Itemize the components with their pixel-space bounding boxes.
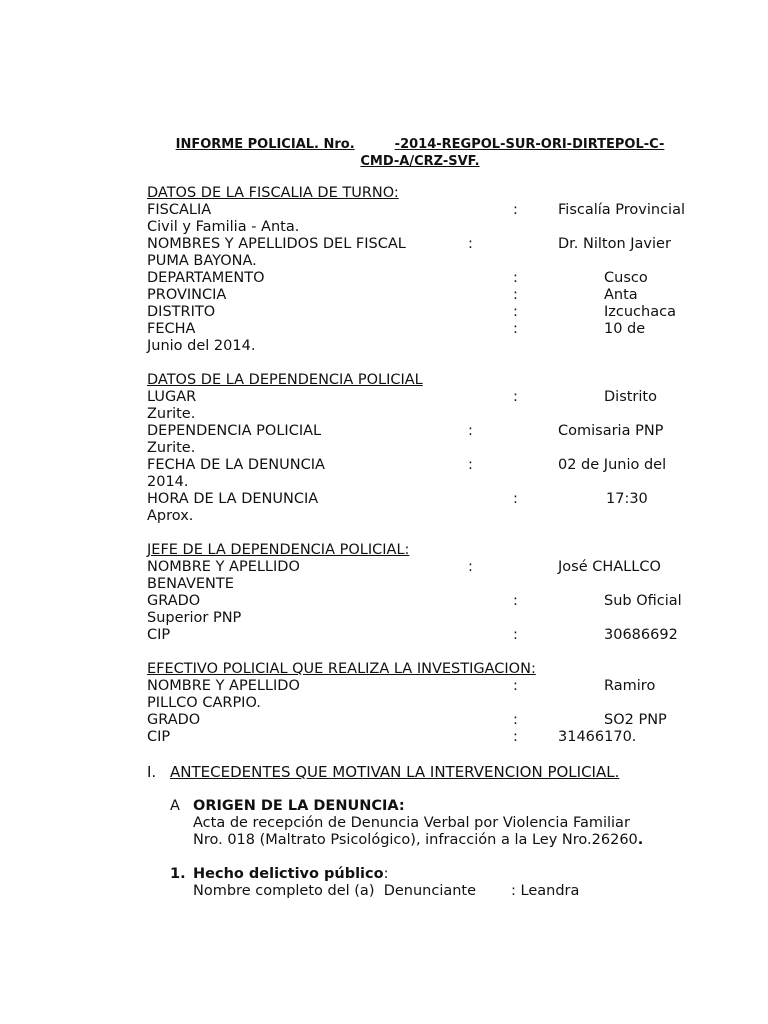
efectivo-nombre-cont: PILLCO CARPIO.: [147, 695, 261, 711]
subsection-a-heading: ORIGEN DE LA DENUNCIA:: [193, 798, 405, 814]
fiscalia-label: FISCALIA: [147, 202, 212, 218]
colon: :: [513, 491, 518, 507]
efectivo-grado-row: [147, 712, 707, 729]
dependencia-section: [147, 372, 707, 525]
denunciante-value: : Leandra: [511, 883, 580, 899]
colon: :: [468, 457, 473, 473]
fecha-row: [147, 321, 707, 338]
colon: :: [513, 304, 518, 320]
dependencia-label: DEPENDENCIA POLICIAL: [147, 423, 322, 439]
dependencia-row: [147, 423, 707, 440]
denunciante-row: [193, 883, 580, 900]
fiscalia-row: [147, 202, 707, 219]
colon: :: [468, 236, 473, 252]
subsection-a-line2-text: Nro. 018 (Maltrato Psicológico), infracción a la Ley Nro.26260: [193, 832, 638, 848]
fiscalia-value: Fiscalía Provincial: [558, 202, 685, 218]
fecha-cont: Junio del 2014.: [147, 338, 256, 354]
item-1-colon: :: [383, 866, 389, 882]
title-code: -2014-REGPOL-SUR-ORI-DIRTEPOL-C-: [394, 137, 665, 152]
efectivo-cip-row: [147, 729, 707, 746]
jefe-cip-label: CIP: [147, 627, 171, 643]
efectivo-grado-value: SO2 PNP: [604, 712, 667, 728]
colon: :: [513, 202, 518, 218]
efectivo-heading: EFECTIVO POLICIAL QUE REALIZA LA INVESTIGACION:: [147, 661, 536, 677]
lugar-row: [147, 389, 707, 406]
fecha-value: 10 de: [604, 321, 646, 337]
fecha-denuncia-cont: 2014.: [147, 474, 189, 490]
efectivo-nombre-row: [147, 678, 707, 695]
efectivo-nombre-label: NOMBRE Y APELLIDO: [147, 678, 300, 694]
jefe-grado-value: Sub Oficial: [604, 593, 682, 609]
item-1-heading-row: [193, 866, 388, 883]
distrito-value: Izcuchaca: [604, 304, 676, 320]
efectivo-grado-label: GRADO: [147, 712, 201, 728]
dependencia-cont: Zurite.: [147, 440, 196, 456]
lugar-value: Distrito: [604, 389, 657, 405]
hora-denuncia-value: 17:30: [606, 491, 648, 507]
subsection-a-line2-end: .: [637, 832, 644, 848]
colon: :: [513, 593, 518, 609]
hora-denuncia-row: [147, 491, 707, 508]
fiscal-cont: PUMA BAYONA.: [147, 253, 257, 269]
efectivo-cip-value: 31466170.: [558, 729, 637, 745]
hora-denuncia-cont: Aprox.: [147, 508, 194, 524]
distrito-label: DISTRITO: [147, 304, 216, 320]
colon: :: [513, 270, 518, 286]
colon: :: [468, 559, 473, 575]
efectivo-cip-label: CIP: [147, 729, 171, 745]
fiscalia-section: [147, 185, 707, 355]
fiscal-value: Dr. Nilton Javier: [558, 236, 671, 252]
jefe-cip-row: [147, 627, 707, 644]
efectivo-section: [147, 661, 707, 746]
jefe-nombre-value: José CHALLCO: [558, 559, 661, 575]
denunciante-label: Nombre completo del (a) Denunciante: [193, 883, 477, 899]
colon: :: [513, 729, 518, 745]
colon: :: [468, 423, 473, 439]
colon: :: [513, 712, 518, 728]
colon: :: [513, 389, 518, 405]
colon: :: [513, 287, 518, 303]
jefe-grado-label: GRADO: [147, 593, 201, 609]
fecha-denuncia-row: [147, 457, 707, 474]
departamento-row: [147, 270, 707, 287]
title-code-cont: CMD-A/CRZ-SVF.: [360, 154, 480, 169]
colon: :: [513, 627, 518, 643]
lugar-label: LUGAR: [147, 389, 197, 405]
section-i-number: I.: [147, 763, 157, 781]
departamento-value: Cusco: [604, 270, 648, 286]
item-1-heading: Hecho delictivo público: [193, 866, 384, 882]
section-i-heading: ANTECEDENTES QUE MOTIVAN LA INTERVENCION POLICIAL.: [170, 763, 620, 781]
efectivo-nombre-value: Ramiro: [604, 678, 656, 694]
hora-denuncia-label: HORA DE LA DENUNCIA: [147, 491, 319, 507]
jefe-heading: JEFE DE LA DEPENDENCIA POLICIAL:: [147, 542, 410, 558]
provincia-value: Anta: [604, 287, 638, 303]
subsection-a-letter: A: [170, 798, 180, 814]
fiscal-label: NOMBRES Y APELLIDOS DEL FISCAL: [147, 236, 406, 252]
lugar-cont: Zurite.: [147, 406, 196, 422]
dependencia-value: Comisaria PNP: [558, 423, 664, 439]
provincia-row: [147, 287, 707, 304]
dependencia-heading: DATOS DE LA DEPENDENCIA POLICIAL: [147, 372, 423, 388]
jefe-nombre-row: [147, 559, 707, 576]
fecha-label: FECHA: [147, 321, 196, 337]
jefe-nombre-label: NOMBRE Y APELLIDO: [147, 559, 300, 575]
title-number-label: INFORME POLICIAL. Nro.: [175, 137, 355, 152]
item-1-number: 1.: [170, 866, 186, 882]
fiscalia-heading: DATOS DE LA FISCALIA DE TURNO:: [147, 185, 399, 201]
jefe-nombre-cont: BENAVENTE: [147, 576, 234, 592]
jefe-section: [147, 542, 707, 644]
jefe-cip-value: 30686692: [604, 627, 678, 643]
report-title: [140, 136, 700, 170]
jefe-grado-cont: Superior PNP: [147, 610, 242, 626]
subsection-a-line1: Acta de recepción de Denuncia Verbal por Violencia Familiar: [193, 815, 630, 831]
fecha-denuncia-label: FECHA DE LA DENUNCIA: [147, 457, 325, 473]
fiscalia-cont: Civil y Familia - Anta.: [147, 219, 300, 235]
fiscal-row: [147, 236, 707, 253]
departamento-label: DEPARTAMENTO: [147, 270, 265, 286]
fecha-denuncia-value: 02 de Junio del: [558, 457, 667, 473]
distrito-row: [147, 304, 707, 321]
colon: :: [513, 321, 518, 337]
provincia-label: PROVINCIA: [147, 287, 227, 303]
colon: :: [513, 678, 518, 694]
subsection-a-line2: [193, 832, 643, 849]
jefe-grado-row: [147, 593, 707, 610]
